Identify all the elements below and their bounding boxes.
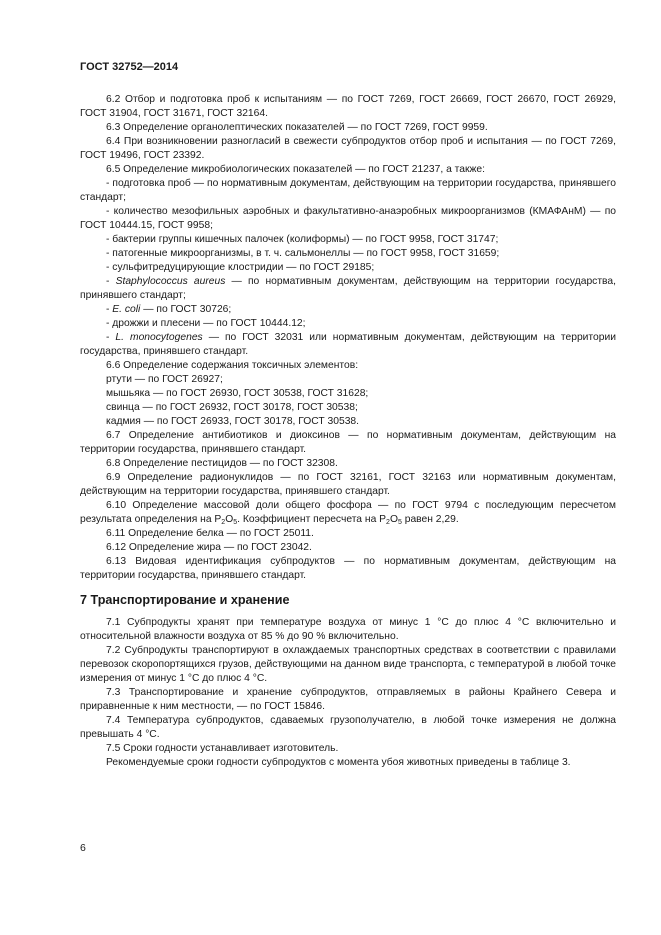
text-segment: 6.10 Определение массовой доли общего фосфора — по ГОСТ 9794 с последующим пересчетом результата определения на P <box>80 500 616 525</box>
paragraph-6-13: 6.13 Видовая идентификация субпродуктов — по нормативным документам, действующим на территории государства, принявшего стандарт. <box>80 556 616 581</box>
list-item-clostridia: - сульфитредуцирующие клостридии — по ГОСТ 29185; <box>106 262 375 273</box>
document-body <box>80 93 616 770</box>
list-item-text: — по ГОСТ 30726; <box>140 304 232 315</box>
list-item-coliforms: - бактерии группы кишечных палочек (колиформы) — по ГОСТ 9958, ГОСТ 31747; <box>106 234 499 245</box>
list-item-ecoli <box>80 303 616 317</box>
text-segment: O <box>389 514 398 525</box>
text-segment: O <box>225 514 234 525</box>
paragraph-6-9: 6.9 Определение радионуклидов — по ГОСТ 32161, ГОСТ 32163 или нормативным документам, действующим на территории государства, принявшего стандарт. <box>80 472 616 497</box>
text-segment: равен 2,29. <box>401 514 459 525</box>
paragraph-6-3: 6.3 Определение органолептических показателей — по ГОСТ 7269, ГОСТ 9959. <box>106 122 488 133</box>
list-item-lead: свинца — по ГОСТ 26932, ГОСТ 30178, ГОСТ 30538; <box>106 402 358 413</box>
organism-name: Staphylococcus aureus <box>115 276 226 287</box>
paragraph-6-10 <box>80 499 616 527</box>
paragraph-7-5: 7.5 Сроки годности устанавливает изготовитель. <box>106 743 339 754</box>
paragraph-7-3: 7.3 Транспортирование и хранение субпродуктов, отправляемых в районы Крайнего Севера и приравненные к ним местности, — по ГОСТ 15846. <box>80 687 616 712</box>
paragraph-6-8: 6.8 Определение пестицидов — по ГОСТ 32308. <box>106 458 338 469</box>
list-item-arsenic: мышьяка — по ГОСТ 26930, ГОСТ 30538, ГОСТ 31628; <box>106 388 369 399</box>
list-item-kmafanm: - количество мезофильных аэробных и факультативно-анаэробных микроорганизмов (КМАФАнМ) — по ГОСТ 10444.15, ГОСТ 9958; <box>80 206 616 231</box>
paragraph-7-4: 7.4 Температура субпродуктов, сдаваемых грузополучателю, в любой точке измерения не должна превышать 4 °С. <box>80 715 616 740</box>
paragraph-7-1: 7.1 Субпродукты хранят при температуре воздуха от минус 1 °С до плюс 4 °С включительно и относительной влажности воздуха от 85 % до 90 % включительно. <box>80 617 616 642</box>
list-item-sample-prep: - подготовка проб — по нормативным документам, действующим на территории государства, принявшего стандарт; <box>80 178 616 203</box>
paragraph-6-6: 6.6 Определение содержания токсичных элементов: <box>106 360 359 371</box>
list-item-listeria <box>80 331 616 359</box>
subscript: 2 <box>221 519 226 526</box>
list-dash: - <box>106 332 116 343</box>
paragraph-6-5: 6.5 Определение микробиологических показателей — по ГОСТ 21237, а также: <box>106 164 485 175</box>
paragraph-6-4: 6.4 При возникновении разногласий в свежести субпродуктов отбор проб и испытания — по ГОСТ 7269, ГОСТ 19496, ГОСТ 23392. <box>80 136 616 161</box>
subscript: 5 <box>397 519 402 526</box>
paragraph-6-2: 6.2 Отбор и подготовка проб к испытаниям — по ГОСТ 7269, ГОСТ 26669, ГОСТ 26670, ГОСТ 26929, ГОСТ 31904, ГОСТ 31671, ГОСТ 32164. <box>80 94 616 119</box>
paragraph-shelf-life: Рекомендуемые сроки годности субпродуктов с момента убоя животных приведены в таблице 3. <box>106 757 571 768</box>
list-item-pathogens: - патогенные микроорганизмы, в т. ч. сальмонеллы — по ГОСТ 9958, ГОСТ 31659; <box>106 248 500 259</box>
document-header: ГОСТ 32752—2014 <box>80 61 179 73</box>
organism-name: L. monocytogenes <box>115 332 203 343</box>
list-item-text: — по нормативным документам, действующим на территории государства, принявшего стандарт; <box>80 276 616 301</box>
list-item-text: — по ГОСТ 32031 или нормативным документам, действующим на территории государства, принявшего стандарт. <box>80 332 616 357</box>
list-dash: - <box>106 304 113 315</box>
paragraph-6-7: 6.7 Определение антибиотиков и диоксинов — по нормативным документам, действующим на территории государства, принявшего стандарт. <box>80 430 616 455</box>
organism-name: E. coli <box>112 304 141 315</box>
paragraph-7-2: 7.2 Субпродукты транспортируют в охлаждаемых транспортных средствах в соответствии с правилами перевозок скоропортящихся грузов, действующими на данном виде транспорта, с температурой в любой точке измерения от минус 1 °С до плюс 4 °С. <box>80 645 616 684</box>
list-item-staphylococcus <box>80 275 616 303</box>
list-item-yeasts: - дрожжи и плесени — по ГОСТ 10444.12; <box>106 318 306 329</box>
text-segment: . Коэффициент пересчета на P <box>237 514 387 525</box>
subscript: 5 <box>233 519 238 526</box>
list-dash: - <box>106 276 116 287</box>
list-item-mercury: ртути — по ГОСТ 26927; <box>106 374 223 385</box>
paragraph-6-12: 6.12 Определение жира — по ГОСТ 23042. <box>106 542 312 553</box>
paragraph-6-11: 6.11 Определение белка — по ГОСТ 25011. <box>106 528 314 539</box>
page-number: 6 <box>80 842 86 854</box>
subscript: 2 <box>386 519 390 526</box>
section-heading: 7 Транспортирование и хранение <box>80 593 290 607</box>
list-item-cadmium: кадмия — по ГОСТ 26933, ГОСТ 30178, ГОСТ 30538. <box>106 416 360 427</box>
